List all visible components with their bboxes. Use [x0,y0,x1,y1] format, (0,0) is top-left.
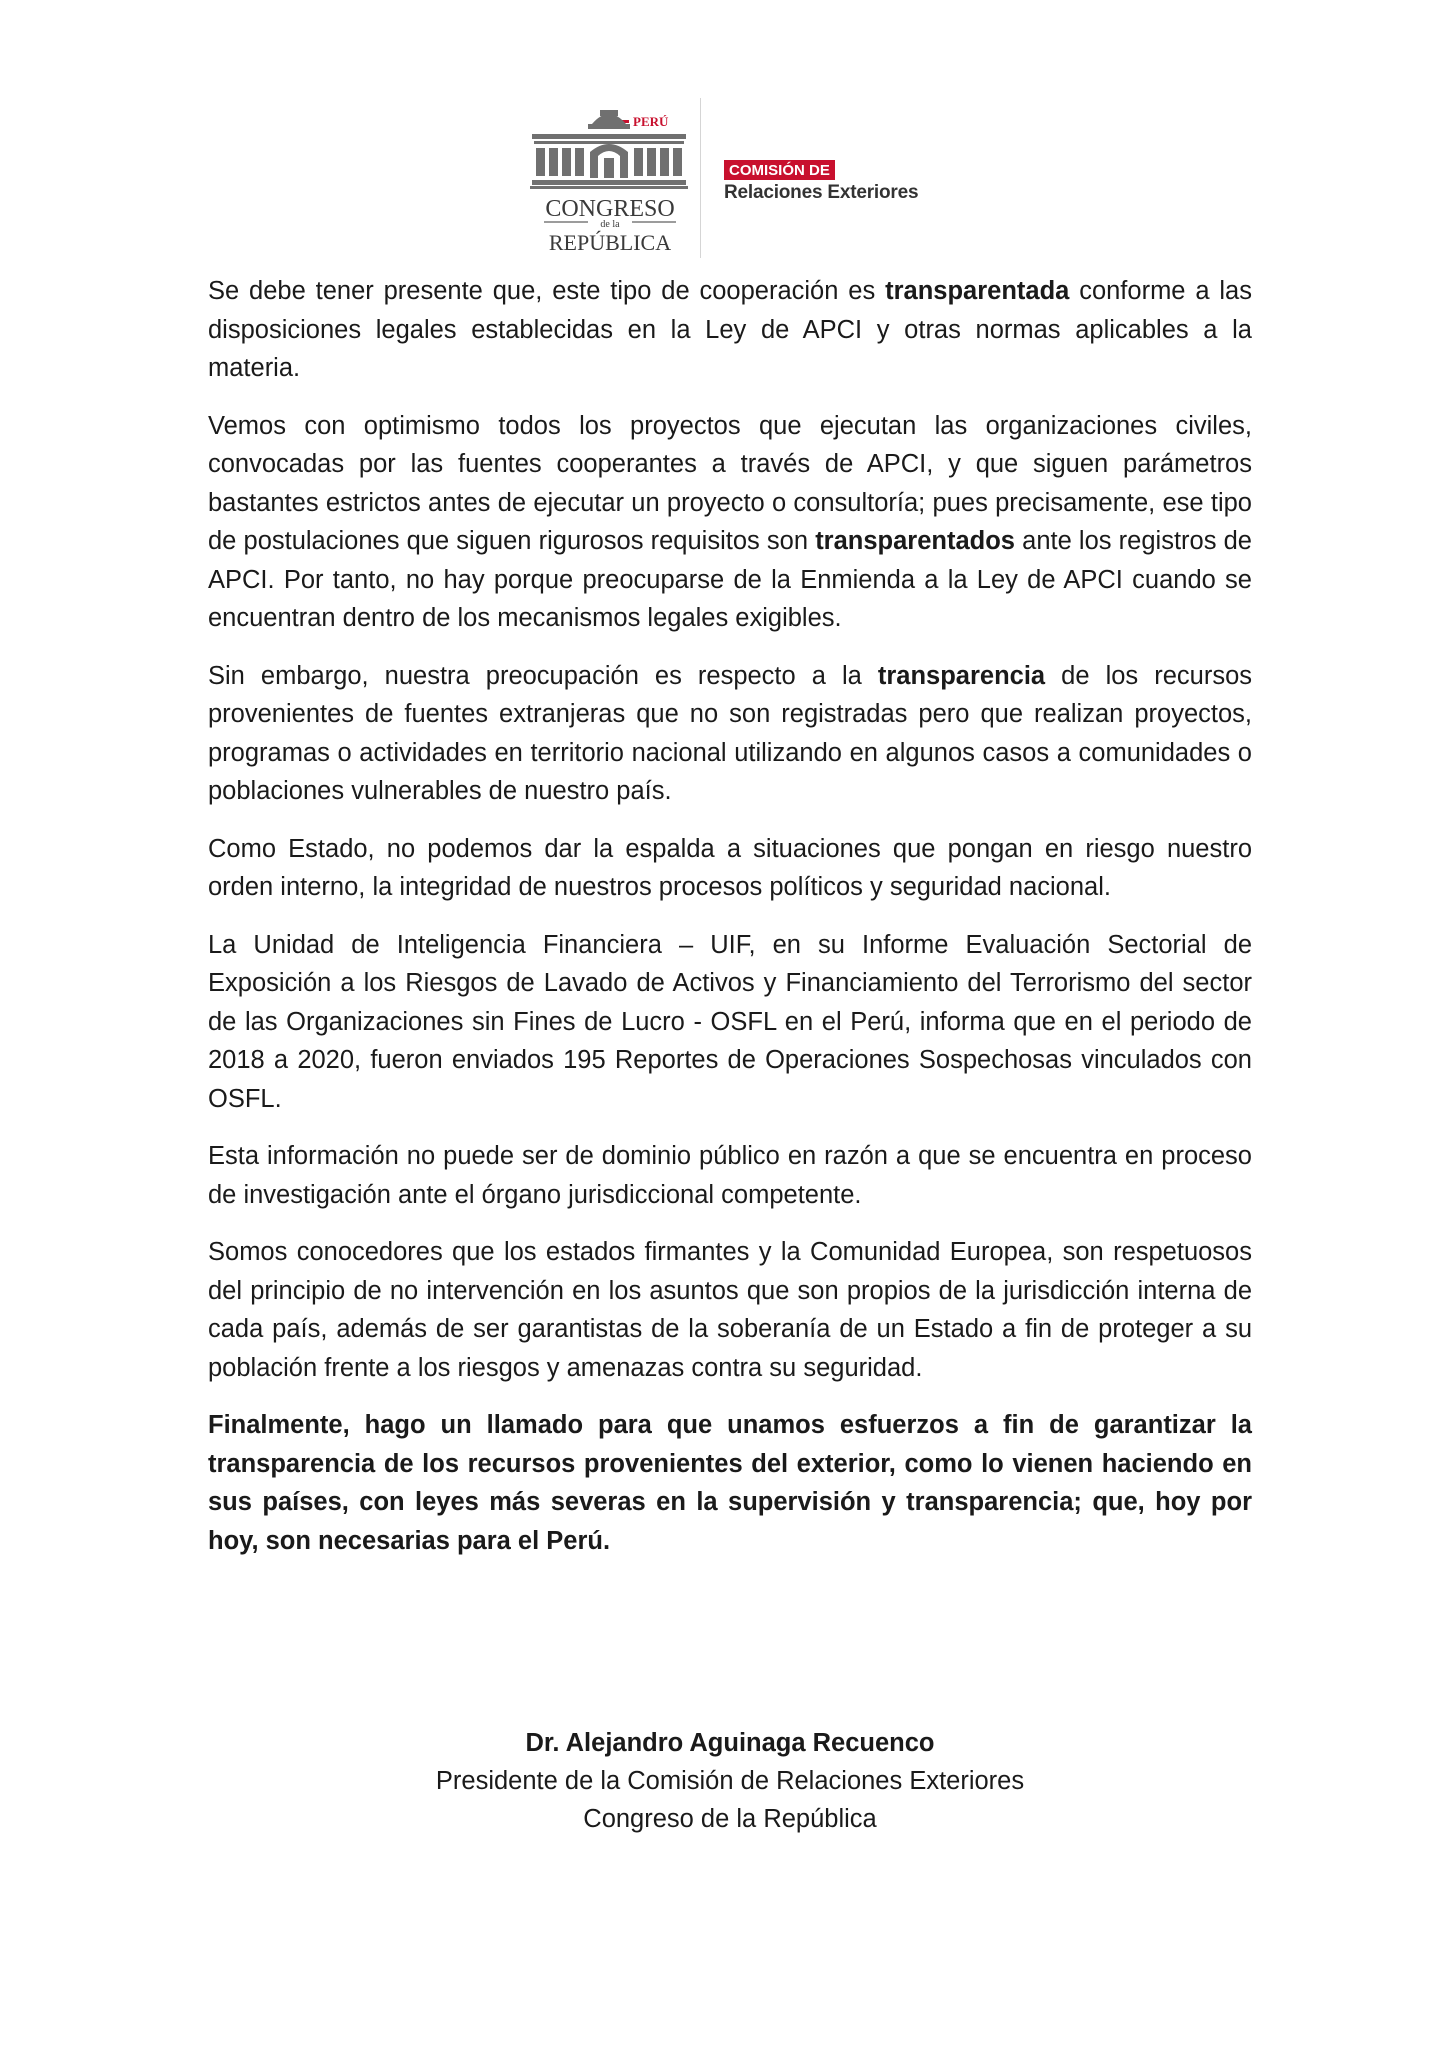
paragraph-text: de los recursos provenientes de fuentes extranjeras que no son registradas pero que realizan proyectos, programas o actividades en territorio nacional utilizando en algunos casos a comunidades o poblaciones vulnerables de nuestro país. [208,661,1252,805]
paragraph-text: Sin embargo, nuestra preocupación es respecto a la [208,661,878,690]
emphasis-text: transparencia [877,661,1046,690]
institution-line2: de la [600,219,620,230]
letterhead-divider [700,98,701,258]
paragraph-text: Vemos con optimismo todos los proyectos que ejecutan las organizaciones civiles, convocadas por las fuentes cooperantes a través de APCI, y que siguen parámetros bastantes estrictos antes de ejecutar un proyecto o consultoría; pues precisamente, ese tipo de postulaciones que siguen rigurosos requisitos son [208,411,1252,555]
signatory-title: Presidente de la Comisión de Relaciones Exteriores [435,1767,1025,1795]
commission-block [724,160,918,204]
emphasis-text: transparentada [885,277,1070,305]
emphasis-text: transparentados [815,527,1015,555]
country-label: PERÚ [633,114,669,129]
paragraph-text: conforme a las disposiciones legales establecidas en la Ley de APCI y otras normas aplicables a la materia. [208,277,1252,382]
letterhead [530,96,950,264]
institution-line1: CONGRESO [545,196,675,222]
closing-paragraph: Finalmente, hago un llamado para que unamos esfuerzos a fin de garantizar la transparencia de los recursos provenientes del exterior, como lo vienen haciendo en sus países, con leyes más severas en la supervisión y transparencia; que, hoy por hoy, son necesarias para el Perú. [208,1411,1252,1555]
paragraph-3 [208,657,1252,811]
signature-block [208,1724,1252,1838]
commission-name: Relaciones Exteriores [724,182,919,203]
commission-tag: COMISIÓN DE [724,160,835,180]
paragraph-text: Se debe tener presente que, este tipo de cooperación es [208,277,886,305]
letter-body [208,272,1252,1579]
paragraph-6: Esta información no puede ser de dominio público en razón a que se encuentra en proceso de investigación ante el órgano jurisdiccional competente. [208,1142,1252,1209]
paragraph-1 [208,272,1252,388]
institution-line3: REPÚBLICA [548,230,672,255]
signatory-institution: Congreso de la República [583,1805,877,1833]
paragraph-4: Como Estado, no podemos dar la espalda a situaciones que pongan en riesgo nuestro orden interno, la integridad de nuestros procesos políticos y seguridad nacional. [208,834,1252,901]
signatory-name: Dr. Alejandro Aguinaga Recuenco [525,1729,935,1757]
paragraph-7: Somos conocedores que los estados firmantes y la Comunidad Europea, son respetuosos del principio de no intervención en los asuntos que son propios de la jurisdicción interna de cada país, además de ser garantistas de la soberanía de un Estado a fin de proteger a su población frente a los riesgos y amenazas contra su seguridad. [208,1238,1252,1382]
paragraph-5: La Unidad de Inteligencia Financiera – UIF, en su Informe Evaluación Sectorial de Exposición a los Riesgos de Lavado de Activos y Financiamiento del Terrorismo del sector de las Organizaciones sin Fines de Lucro - OSFL en el Perú, informa que en el periodo de 2018 a 2020, fueron enviados 195 Reportes de Operaciones Sospechosas vinculados con OSFL. [208,930,1252,1113]
paragraph-2 [208,407,1252,638]
congreso-building-logo [530,96,690,264]
paragraph-text: ante los registros de APCI. Por tanto, no hay porque preocuparse de la Enmienda a la Ley de APCI cuando se encuentran dentro de los mecanismos legales exigibles. [208,527,1252,632]
